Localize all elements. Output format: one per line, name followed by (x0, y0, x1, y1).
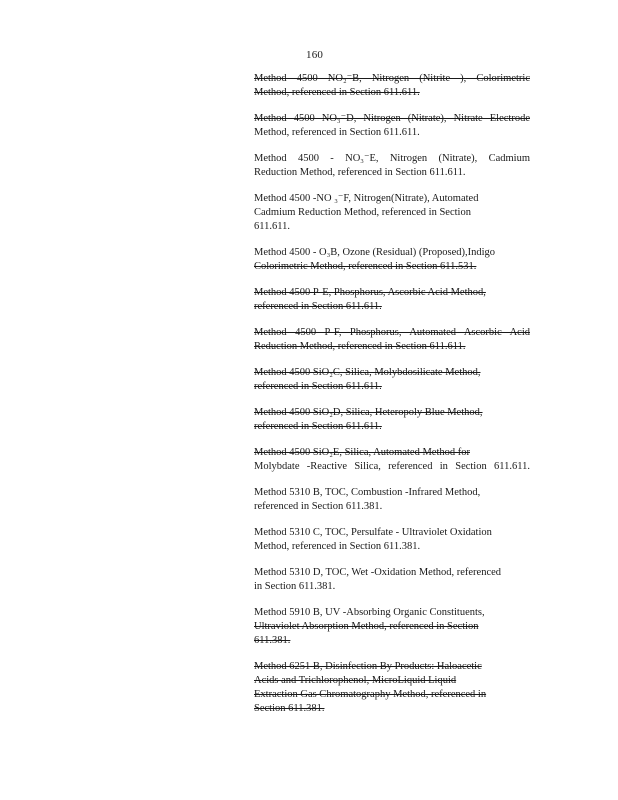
struck-line: Method 4500 SiO₂D, Silica, Heteropoly Blue Method, (254, 407, 483, 418)
method-entry (254, 326, 534, 354)
text-line: Method 4500 - NO₃⁻E, Nitrogen (Nitrate), Cadmium (254, 153, 530, 164)
struck-line: Section 611.381. (254, 703, 325, 714)
method-entry (254, 286, 534, 314)
struck-line: Method, referenced in Section 611.611. (254, 87, 420, 98)
method-list (254, 72, 534, 728)
text-line: 611.611. (254, 221, 290, 232)
text-line: Method 5310 B, TOC, Combustion -Infrared Method, (254, 487, 481, 498)
method-entry (254, 72, 534, 100)
struck-line: Extraction Gas Chromatography Method, referenced in (254, 689, 487, 700)
struck-line: Colorimetric Method, referenced in Section 611.531. (254, 261, 477, 272)
method-entry (254, 246, 534, 274)
method-entry (254, 366, 534, 394)
method-entry (254, 566, 534, 594)
method-entry (254, 606, 534, 648)
struck-line: Method 4500 SiO₂C, Silica, Molybdosilicate Method, (254, 367, 481, 378)
struck-line: Acids and Trichlorophenol, MicroLiquid Liquid (254, 675, 457, 686)
struck-line: Method 6251 B, Disinfection By Products: Haloacetic (254, 661, 482, 672)
struck-line: 611.381. (254, 635, 291, 646)
text-line: Method 5310 C, TOC, Persulfate - Ultraviolet Oxidation (254, 527, 492, 538)
struck-line: Method 4500 NO₃⁻D, Nitrogen (Nitrate), Nitrate Electrode (254, 113, 530, 124)
method-entry (254, 660, 534, 716)
text-line: referenced in Section 611.381. (254, 501, 383, 512)
method-entry (254, 112, 534, 140)
method-entry (254, 152, 534, 180)
method-entry (254, 406, 534, 434)
struck-line: Method 4500 P-F, Phosphorus, Automated Ascorbic Acid (254, 327, 530, 338)
method-entry (254, 192, 534, 234)
struck-line: Ultraviolet Absorption Method, referenced in Section (254, 621, 479, 632)
text-line: Method 5910 B, UV -Absorbing Organic Constituents, (254, 607, 485, 618)
struck-line: referenced in Section 611.611. (254, 301, 382, 312)
struck-line: referenced in Section 611.611. (254, 381, 382, 392)
struck-line: Reduction Method, referenced in Section 611.611. (254, 341, 466, 352)
struck-line: referenced in Section 611.611. (254, 421, 382, 432)
struck-line: Method 4500 P-E, Phosphorus, Ascorbic Acid Method, (254, 287, 486, 298)
page-number: 160 (306, 49, 324, 61)
text-line: Method, referenced in Section 611.381. (254, 541, 421, 552)
text-line: Method 4500 - O₃B, Ozone (Residual) (Proposed),Indigo (254, 247, 496, 258)
text-line: Molybdate -Reactive Silica, referenced in Section 611.611. (254, 461, 530, 472)
text-line: Cadmium Reduction Method, referenced in Section (254, 207, 471, 218)
struck-line: Method 4500 NO₂⁻B, Nitrogen (Nitrite ), Colorimetric (254, 73, 530, 84)
text-line: in Section 611.381. (254, 581, 336, 592)
method-entry (254, 486, 534, 514)
struck-line: Method 4500 SiO₂E, Silica, Automated Method for (254, 447, 470, 458)
method-entry (254, 446, 534, 474)
method-entry (254, 526, 534, 554)
text-line: Method 4500 -NO ₃⁻F, Nitrogen(Nitrate), Automated (254, 193, 479, 204)
text-line: Reduction Method, referenced in Section 611.611. (254, 167, 466, 178)
text-line: Method 5310 D, TOC, Wet -Oxidation Method, referenced (254, 567, 502, 578)
text-line: Method, referenced in Section 611.611. (254, 127, 420, 138)
